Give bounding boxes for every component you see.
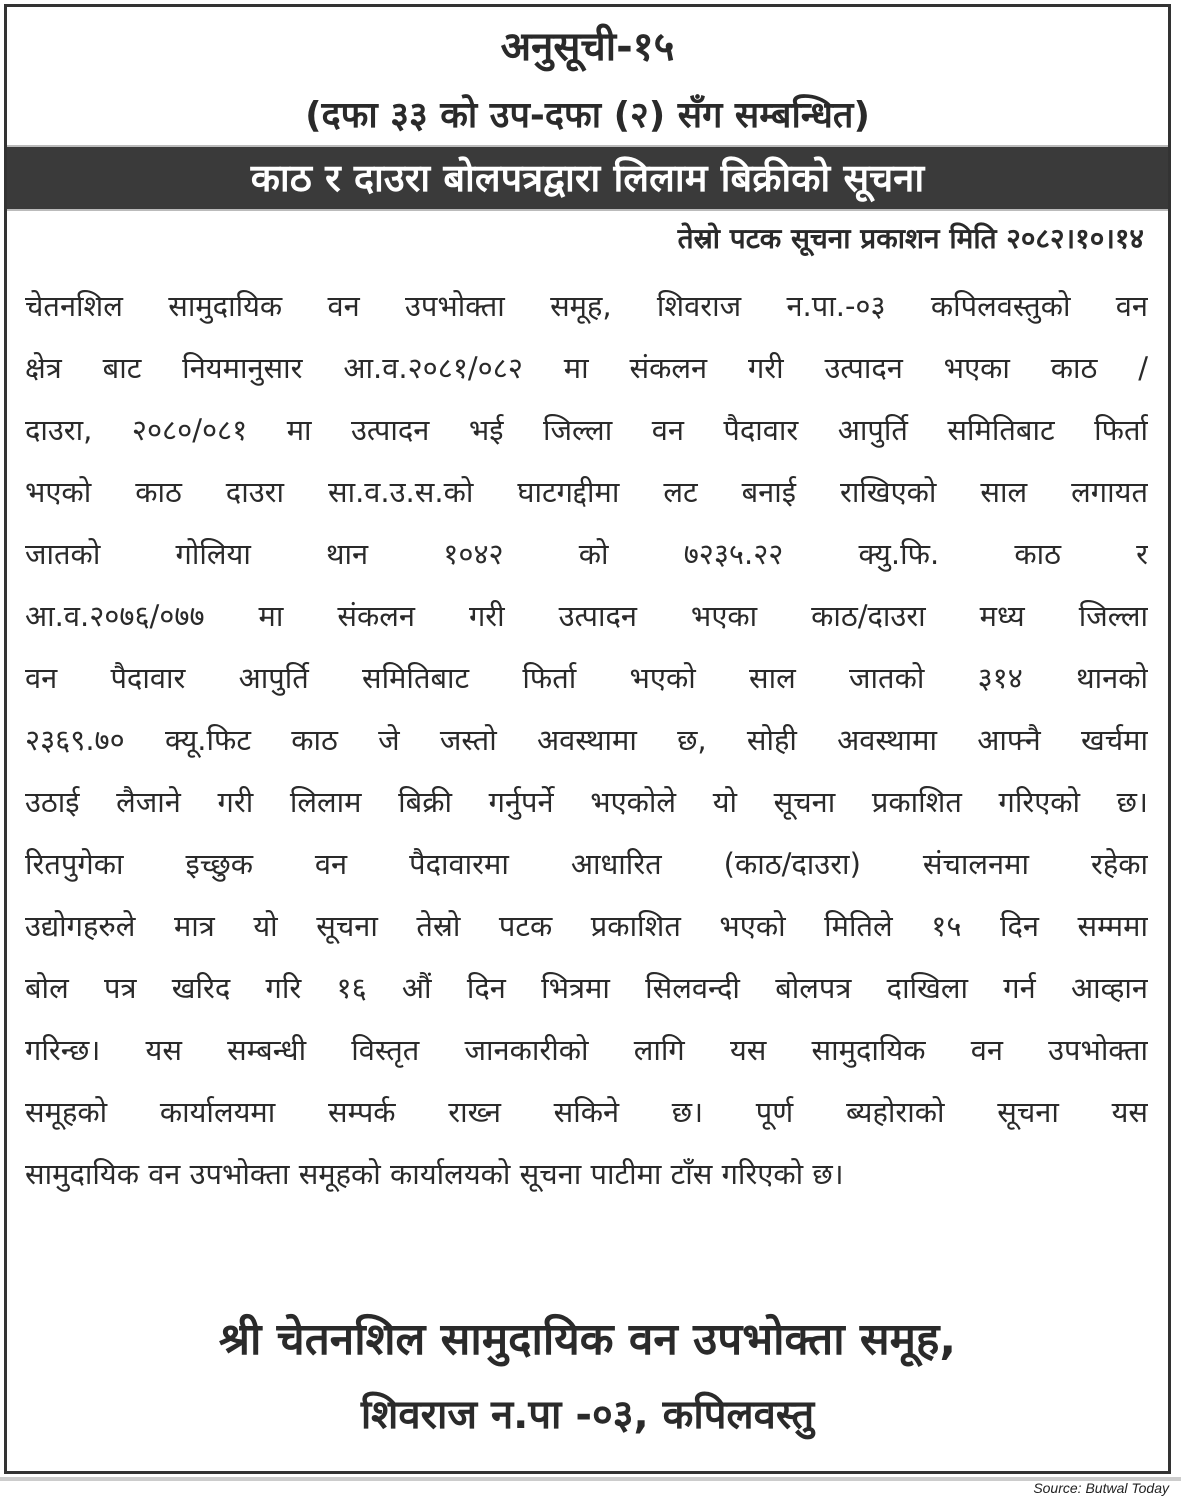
body-line: समूहको कार्यालयमा सम्पर्क राख्न सकिने छ। पूर्ण ब्यहोराको सूचना यस [25, 1095, 1148, 1129]
body-line: वन पैदावार आपुर्ति समितिबाट फिर्ता भएको साल जातको ३१४ थानको [25, 661, 1148, 695]
source-credit: Source: Butwal Today [1033, 1480, 1169, 1496]
publication-date: तेस्रो पटक सूचना प्रकाशन मिति २०८२।१०।१४ [677, 222, 1144, 255]
body-line: क्षेत्र बाट नियमानुसार आ.व.२०८१/०८२ मा संकलन गरी उत्पादन भएका काठ / [25, 351, 1148, 385]
divider [0, 1477, 1181, 1481]
signature-organization: श्री चेतनशिल सामुदायिक वन उपभोक्ता समूह, [218, 1314, 957, 1365]
body-line: बोल पत्र खरिद गरि १६ औं दिन भित्रमा सिलवन्दी बोलपत्र दाखिला गर्न आव्हान [25, 971, 1148, 1005]
body-line: आ.व.२०७६/०७७ मा संकलन गरी उत्पादन भएका काठ/दाउरा मध्य जिल्ला [25, 599, 1148, 633]
body-line: दाउरा, २०८०/०८१ मा उत्पादन भई जिल्ला वन पैदावार आपुर्ति समितिबाट फिर्ता [25, 413, 1148, 447]
notice-heading: काठ र दाउरा बोलपत्रद्वारा लिलाम बिक्रीको सूचना [7, 145, 1168, 211]
body-line: गरिन्छ। यस सम्बन्धी विस्तृत जानकारीको लागि यस सामुदायिक वन उपभोक्ता [25, 1033, 1148, 1067]
body-line: भएको काठ दाउरा सा.व.उ.स.को घाटगद्दीमा लट बनाई राखिएको साल लगायत [25, 475, 1148, 509]
signature-address: शिवराज न.पा -०३, कपिलवस्तु [360, 1392, 815, 1438]
body-line: सामुदायिक वन उपभोक्ता समूहको कार्यालयको सूचना पाटीमा टाँस गरिएको छ। [25, 1157, 844, 1191]
body-line: चेतनशिल सामुदायिक वन उपभोक्ता समूह, शिवराज न.पा.-०३ कपिलवस्तुको वन [25, 289, 1148, 323]
notice-schedule-title: अनुसूची-१५ [500, 24, 675, 70]
body-line: उद्योगहरुले मात्र यो सूचना तेस्रो पटक प्रकाशित भएको मितिले १५ दिन सम्ममा [25, 909, 1148, 943]
notice-subtitle: (दफा ३३ को उप-दफा (२) सँग सम्बन्धित) [305, 95, 870, 136]
body-line: उठाई लैजाने गरी लिलाम बिक्री गर्नुपर्ने भएकोले यो सूचना प्रकाशित गरिएको छ। [25, 785, 1148, 819]
body-line: जातको गोलिया थान १०४२ को ७२३५.२२ क्यु.फि. काठ र [25, 537, 1148, 571]
notice-frame [4, 4, 1171, 1474]
body-line: २३६९.७० क्यू.फिट काठ जे जस्तो अवस्थामा छ, सोही अवस्थामा आफ्नै खर्चमा [25, 723, 1148, 757]
body-line: रितपुगेका इच्छुक वन पैदावारमा आधारित (काठ/दाउरा) संचालनमा रहेका [25, 847, 1148, 881]
notice-body [25, 275, 1148, 1205]
